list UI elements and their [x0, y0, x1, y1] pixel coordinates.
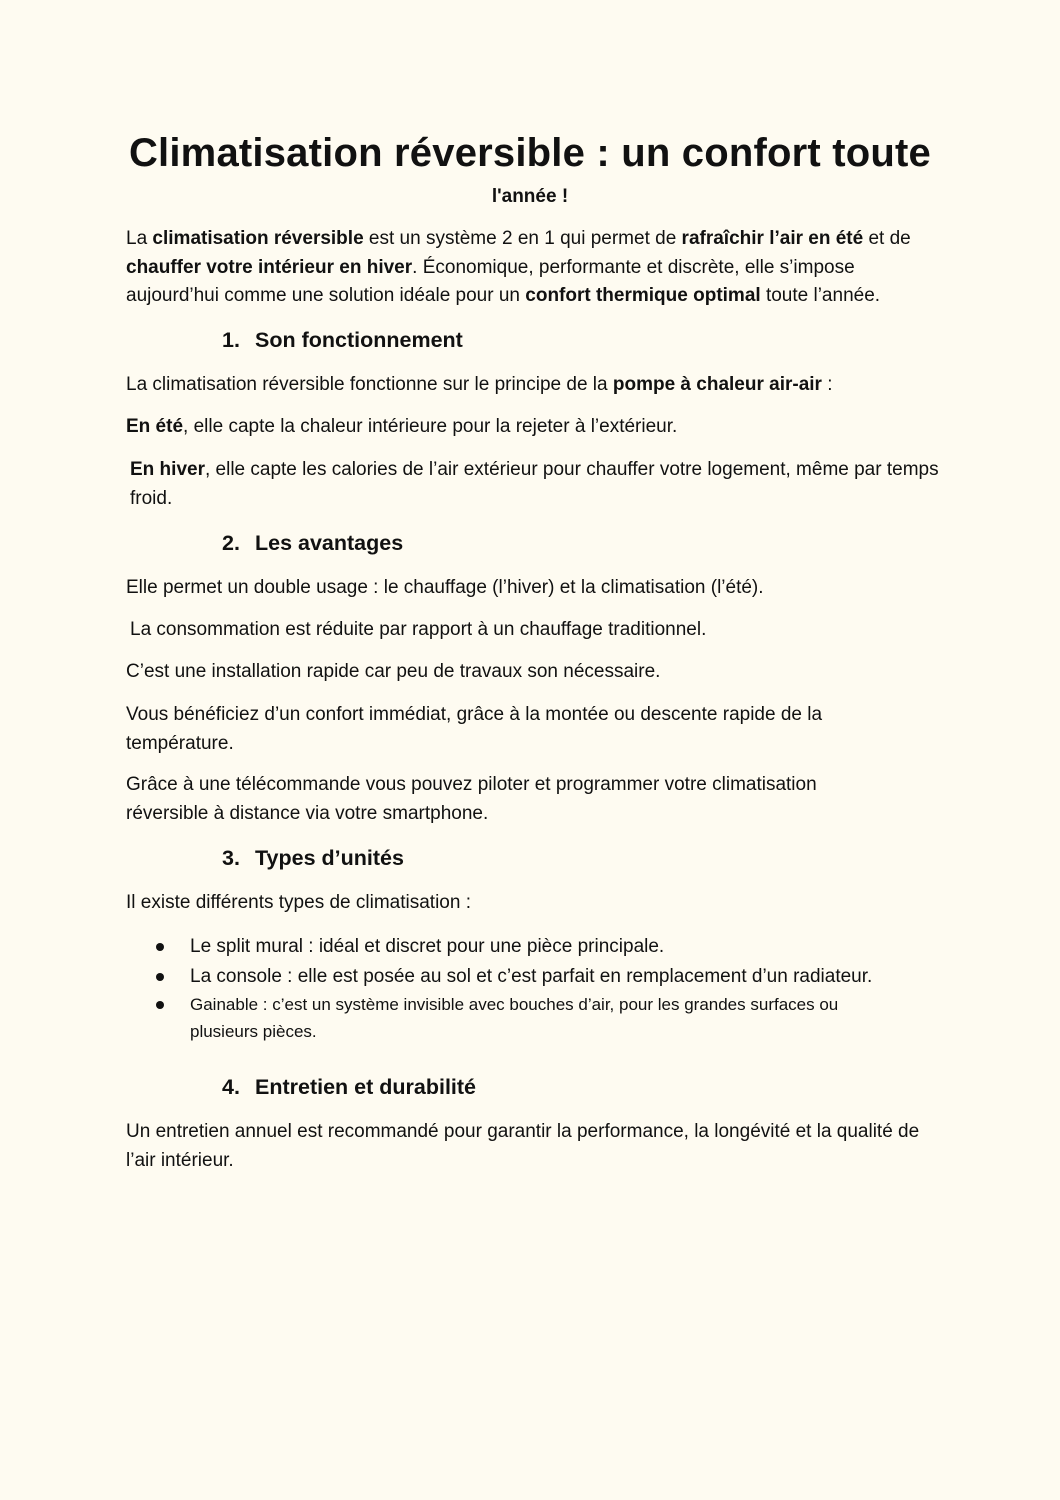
s2-paragraph-4: Vous bénéficiez d’un confort immédiat, grâce à la montée ou descente rapide de la température.: [126, 704, 823, 754]
page-title: Climatisation réversible : un confort toute: [128, 131, 932, 175]
section-heading-1: 1. Son fonctionnement: [222, 328, 463, 352]
bullet-icon: [156, 1001, 164, 1009]
unit-types-list: [126, 932, 936, 1045]
bullet-icon: [156, 943, 164, 951]
section-heading-4: 4. Entretien et durabilité: [222, 1075, 477, 1099]
page-subtitle: l'année !: [491, 186, 569, 207]
s1-paragraph-2: En été, elle capte la chaleur intérieure pour la rejeter à l’extérieur.: [126, 416, 678, 437]
intro-paragraph: La climatisation réversible est un système 2 en 1 qui permet de rafraîchir l’air en été et de chauffer votre intérieur en hiver. Économique, performante et discrète, elle s’impose aujourd’hui comme une solution idéale pour un confort thermique optimal toute l’année.: [126, 228, 911, 306]
s2-paragraph-2: La consommation est réduite par rapport à un chauffage traditionnel.: [130, 619, 707, 640]
s4-paragraph-1: Un entretien annuel est recommandé pour garantir la performance, la longévité et la qualité de l’air intérieur.: [126, 1121, 920, 1171]
s1-paragraph-3: En hiver, elle capte les calories de l’air extérieur pour chauffer votre logement, même par temps froid.: [130, 459, 939, 509]
list-item: Gainable : c’est un système invisible avec bouches d’air, pour les grandes surfaces ou plusieurs pièces.: [126, 991, 936, 1045]
s1-paragraph-1: La climatisation réversible fonctionne sur le principe de la pompe à chaleur air-air :: [126, 374, 833, 395]
section-heading-2: 2. Les avantages: [222, 531, 404, 555]
s2-paragraph-3: C’est une installation rapide car peu de travaux son nécessaire.: [126, 661, 661, 682]
bullet-icon: [156, 973, 164, 981]
s2-paragraph-1: Elle permet un double usage : le chauffage (l’hiver) et la climatisation (l’été).: [126, 577, 764, 598]
section-heading-3: 3. Types d’unités: [222, 846, 404, 870]
list-item: Le split mural : idéal et discret pour une pièce principale.: [126, 932, 936, 962]
s3-intro: Il existe différents types de climatisation :: [126, 892, 471, 913]
s2-paragraph-5: Grâce à une télécommande vous pouvez piloter et programmer votre climatisation réversible à distance via votre smartphone.: [126, 774, 817, 824]
list-item: La console : elle est posée au sol et c’est parfait en remplacement d’un radiateur.: [126, 962, 936, 992]
